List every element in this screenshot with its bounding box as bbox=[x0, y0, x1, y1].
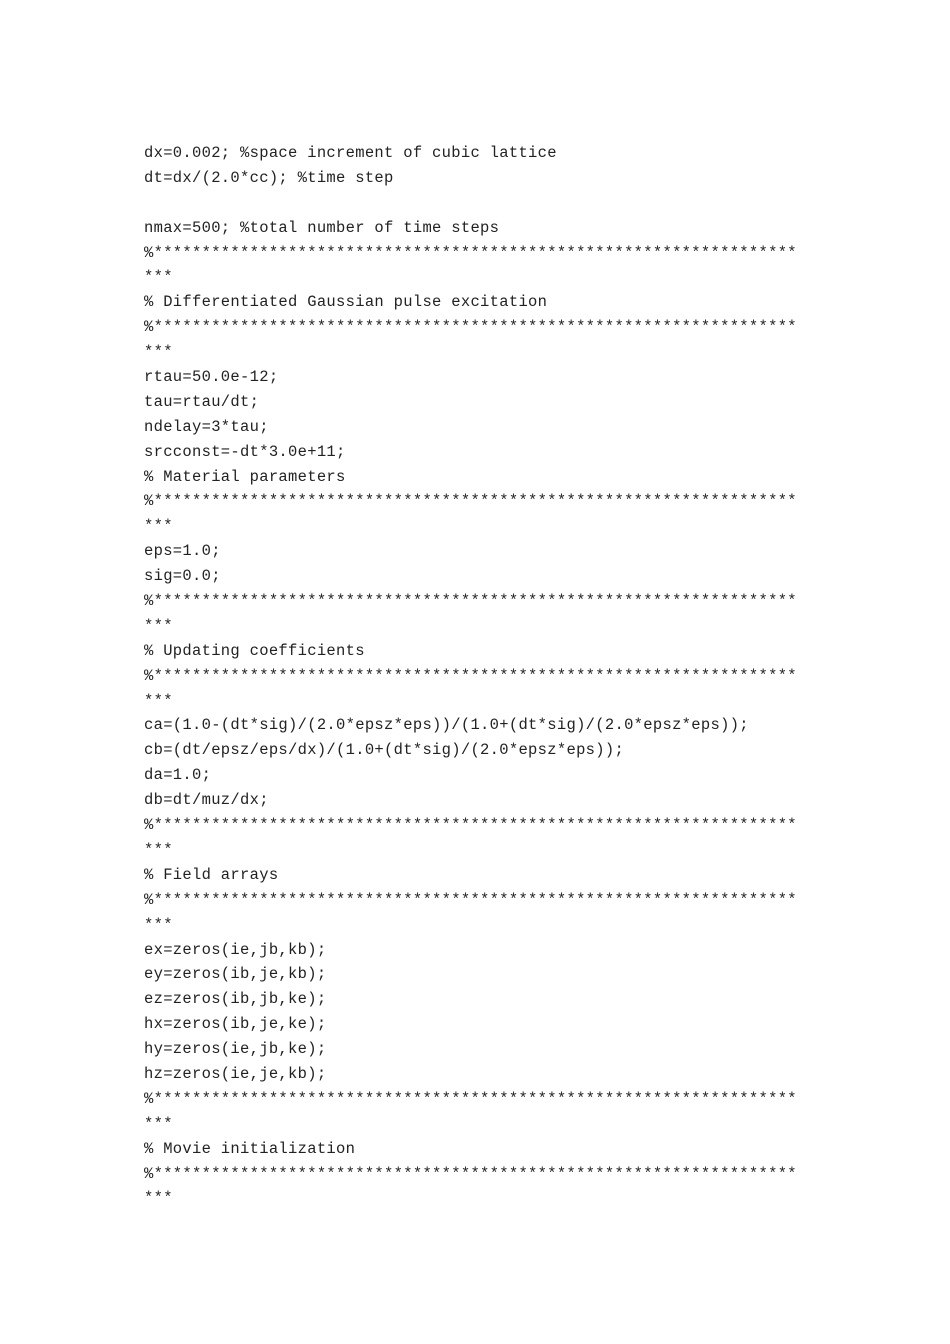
code-line: hz=zeros(ie,je,kb); bbox=[144, 1064, 327, 1083]
comment-separator-tail: *** bbox=[144, 840, 173, 859]
comment-separator-tail: *** bbox=[144, 268, 173, 287]
comment-separator: %******************************************************************* bbox=[144, 243, 797, 262]
comment-heading: % Movie initialization bbox=[144, 1139, 356, 1158]
comment-heading: % Field arrays bbox=[144, 865, 279, 884]
comment-separator: %******************************************************************* bbox=[144, 318, 797, 337]
code-line: tau=rtau/dt; bbox=[144, 392, 260, 411]
comment-separator-tail: *** bbox=[144, 1189, 173, 1208]
code-line: sig=0.0; bbox=[144, 567, 221, 586]
code-line: da=1.0; bbox=[144, 766, 212, 785]
code-line bbox=[144, 191, 824, 216]
comment-separator: %******************************************************************* bbox=[144, 1089, 797, 1108]
code-listing bbox=[144, 141, 824, 1211]
code-line: dx=0.002; %space increment of cubic lattice bbox=[144, 144, 557, 162]
comment-separator-tail: *** bbox=[144, 1114, 173, 1133]
comment-separator-tail: *** bbox=[144, 616, 173, 635]
comment-heading: % Updating coefficients bbox=[144, 641, 365, 660]
comment-separator: %******************************************************************* bbox=[144, 492, 797, 511]
code-line: eps=1.0; bbox=[144, 542, 221, 561]
comment-separator-tail: *** bbox=[144, 343, 173, 362]
code-line: srcconst=-dt*3.0e+11; bbox=[144, 442, 346, 461]
code-line: ex=zeros(ie,jb,kb); bbox=[144, 940, 327, 959]
comment-separator: %******************************************************************* bbox=[144, 666, 797, 685]
code-line: rtau=50.0e-12; bbox=[144, 368, 279, 387]
code-line: ca=(1.0-(dt*sig)/(2.0*epsz*eps))/(1.0+(dt*sig)/(2.0*epsz*eps)); bbox=[144, 716, 749, 735]
code-line: hy=zeros(ie,jb,ke); bbox=[144, 1040, 327, 1059]
code-line: cb=(dt/epsz/eps/dx)/(1.0+(dt*sig)/(2.0*epsz*eps)); bbox=[144, 741, 625, 760]
comment-separator: %******************************************************************* bbox=[144, 890, 797, 909]
comment-separator-tail: *** bbox=[144, 691, 173, 710]
code-line: ez=zeros(ib,jb,ke); bbox=[144, 990, 327, 1009]
comment-heading: % Differentiated Gaussian pulse excitation bbox=[144, 293, 548, 312]
comment-heading: % Material parameters bbox=[144, 467, 346, 486]
comment-separator-tail: *** bbox=[144, 915, 173, 934]
code-line: ndelay=3*tau; bbox=[144, 417, 269, 436]
code-line: db=dt/muz/dx; bbox=[144, 791, 269, 810]
code-line: ey=zeros(ib,je,kb); bbox=[144, 965, 327, 984]
comment-separator-tail: *** bbox=[144, 517, 173, 536]
code-line: nmax=500; %total number of time steps bbox=[144, 218, 500, 237]
code-line: dt=dx/(2.0*cc); %time step bbox=[144, 168, 394, 187]
code-line: hx=zeros(ib,je,ke); bbox=[144, 1015, 327, 1034]
comment-separator: %******************************************************************* bbox=[144, 816, 797, 835]
comment-separator: %******************************************************************* bbox=[144, 1164, 797, 1183]
comment-separator: %******************************************************************* bbox=[144, 592, 797, 611]
